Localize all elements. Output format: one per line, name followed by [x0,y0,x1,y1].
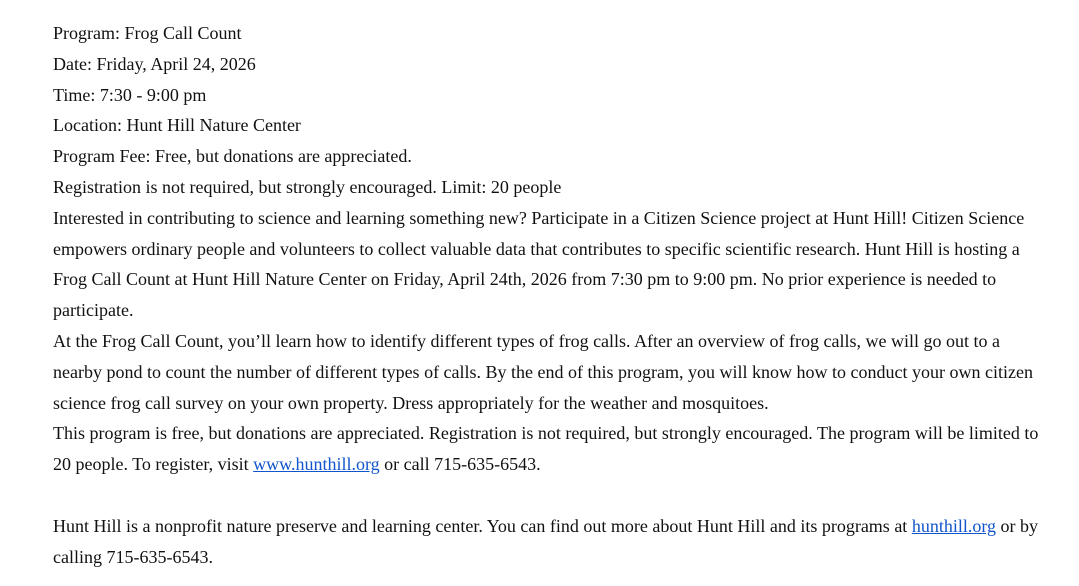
register-text-before: This program is free, but donations are appreciated. Registration is not required, but strongly encouraged. The program will be limited to 20 people. To register, visit [53,423,1039,475]
register-link[interactable]: www.hunthill.org [253,454,380,475]
register-text-after: or call 715-635-6543. [379,454,541,475]
program-fee: Program Fee: Free, but donations are appreciated. [53,146,412,167]
intro-paragraph: Interested in contributing to science and learning something new? Participate in a Citizen Science project at Hunt Hill! Citizen Science empowers ordinary people and volunteers to collect valuable data that contributes to specific scientific research. Hunt Hill is hosting a Frog Call Count at Hunt Hill Nature Center on Friday, April 24th, 2026 from 7:30 pm to 9:00 pm. No prior experience is needed to participate. [53,207,1025,321]
activity-paragraph: At the Frog Call Count, you’ll learn how to identify different types of frog calls. After an overview of frog calls, we will go out to a nearby pond to count the number of different types of calls. By the end of this program, you will know how to conduct your own citizen science frog call survey on your own property. Dress appropriately for the weather and mosquitoes. [53,330,1033,413]
about-paragraph [53,511,1053,573]
register-paragraph [53,418,1053,480]
document-body [53,18,1053,572]
program-registration: Registration is not required, but strongly encouraged. Limit: 20 people [53,176,562,197]
blank-line [53,480,1053,511]
about-text-after: or by calling 715-635-6543. [53,515,1038,567]
program-time: Time: 7:30 - 9:00 pm [53,84,207,105]
about-text: Hunt Hill is a nonprofit nature preserve and learning center. You can find out more about Hunt Hill and its programs at [53,515,912,536]
program-name: Program: Frog Call Count [53,23,242,43]
program-location: Location: Hunt Hill Nature Center [53,115,301,136]
about-link[interactable]: hunthill.org [911,515,996,536]
program-date: Date: Friday, April 24, 2026 [53,53,256,74]
